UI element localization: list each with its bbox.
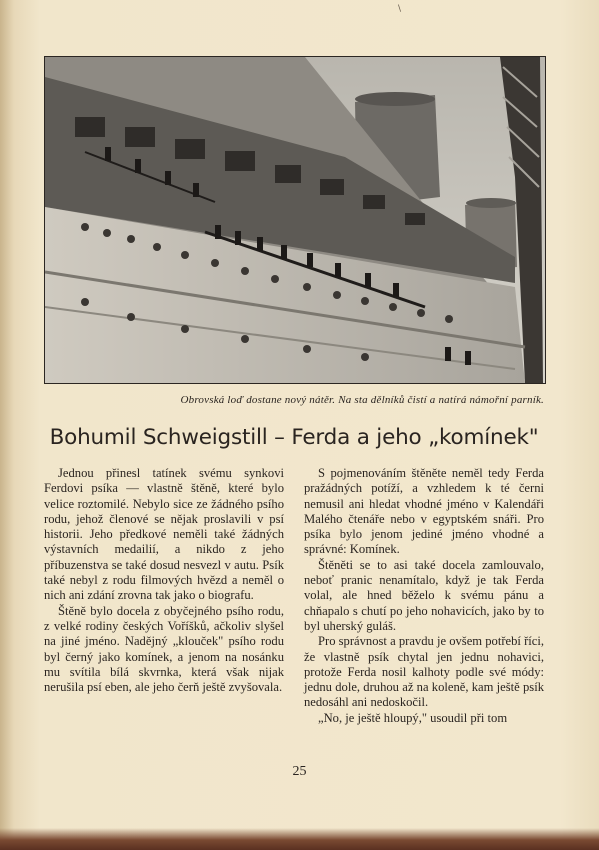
book-edge [0, 828, 599, 850]
paragraph: „No, je ještě hloupý," usoudil při tom [318, 710, 508, 725]
page-number: 25 [292, 764, 307, 779]
paragraph: Pro správnost a pravdu je ovšem potřebí říci, že vlastně psík chytal jen jednu nohavici, protože Ferda nosil kalhoty podle své módy: jednu dole, druhou až na koleně, kam ještě psík nedosáhl ani nedoskočil. [304, 634, 544, 710]
paragraph: Štěněti se to asi také docela zamlouvalo, neboť pranic nenamítalo, když je tak Ferda volal, ale hned běželo k svému pánu a chňapalo s chutí po jeho nohavicích, jako by to byl uherský guláš. [304, 557, 544, 633]
text-column-left [44, 466, 284, 695]
article-title: Bohumil Schweigstill – Ferda a jeho „komínek" [49, 425, 539, 450]
paragraph: Štěně bylo docela z obyčejného psího rodu, z velké rodiny českých Voříšků, ačkoliv slyšel na jiné jméno. Nadějný „klouček" psího rodu byl černý jako komínek, a jenom na nosánku mu svítila bílá skvrnka, která však nijak nerušila psí eben, ale jeho čerň ještě zvyšovala. [44, 603, 284, 695]
ship-illustration [45, 57, 545, 383]
paragraph: S pojmenováním štěněte neměl tedy Ferda pražádných potíží, a vzhledem k té černi nemusil ani hledat vhodné jméno v Kalendáři Malého čtenáře nebo v egyptském snáři. Pro psíka bylo jenom jediné jméno vhodné a správné: Komínek. [304, 466, 544, 557]
text-column-right [304, 466, 544, 726]
paragraph: Jednou přinesl tatínek svému synkovi Ferdovi psíka — vlastně štěně, které bylo velice roztomilé. Nebylo sice ze žádného psího rodu, jehož členové se nějak proslavili v psí historii. Jeho předkové neměli také žádných výstavních medailií, a nikdo z jeho příbuzenstva se také dosud nesvezl v autu. Psík také nebyl z rodu filmových hvězd a neměl o nich ani zdání zrovna tak jako o biografu. [44, 466, 284, 603]
photo-caption: Obrovská loď dostane nový nátěr. Na sta dělníků čistí a natírá námořní parník. [180, 394, 544, 406]
ship-photo [44, 56, 546, 384]
corner-mark: \ [398, 4, 402, 14]
